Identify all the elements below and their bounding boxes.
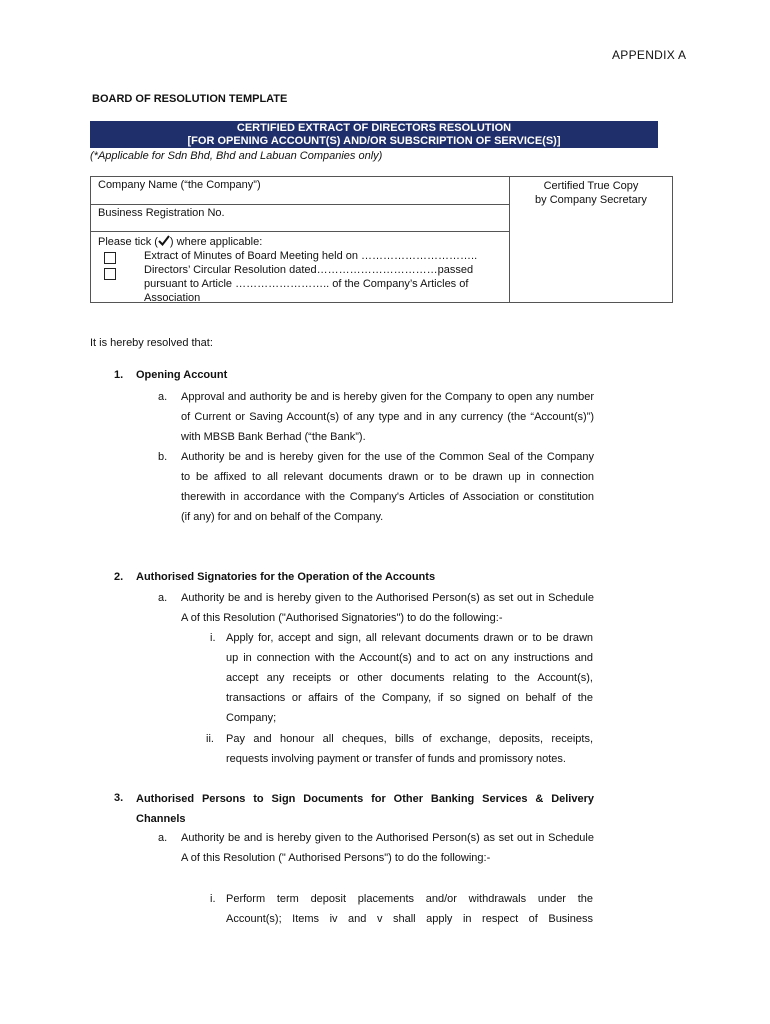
company-details-left-column — [91, 177, 510, 302]
section-3a-label: a. — [158, 832, 168, 844]
section-2a-i-line-3: accept any receipts or other documents relating to the Account(s), — [226, 672, 593, 684]
section-2a-i-line-4: transactions or affairs of the Company, if so signed on behalf of the — [226, 692, 593, 704]
title-banner — [90, 121, 658, 148]
minutes-checkbox[interactable] — [104, 252, 116, 264]
section-2a-line-1: Authority be and is hereby given to the Authorised Person(s) as set out in Schedule — [181, 592, 594, 604]
section-3-title-line-2: Channels — [136, 813, 186, 825]
section-1b-text — [181, 447, 594, 527]
intro-text: It is hereby resolved that: — [90, 337, 213, 349]
section-2a-text — [181, 588, 594, 628]
business-reg-row[interactable] — [91, 204, 509, 232]
section-3a-line-1: Authority be and is hereby given to the Authorised Person(s) as set out in Schedule — [181, 832, 594, 844]
applicability-note: (*Applicable for Sdn Bhd, Bhd and Labuan Companies only) — [90, 150, 383, 162]
section-3-title-line-1: Authorised Persons to Sign Documents for Other Banking Services & Delivery — [136, 793, 594, 805]
banner-line-2: [FOR OPENING ACCOUNT(S) AND/OR SUBSCRIPTION OF SERVICE(S)] — [187, 135, 561, 147]
company-name-row[interactable] — [91, 177, 509, 205]
certified-true-copy-cell[interactable] — [511, 179, 671, 207]
section-1a-text — [181, 387, 594, 447]
section-1a-line-3: with MBSB Bank Berhad (“the Bank”). — [181, 431, 366, 443]
section-1b-label: b. — [158, 451, 168, 463]
section-2a-line-2: A of this Resolution ("Authorised Signatories") to do the following:- — [181, 612, 503, 624]
banner-line-1: CERTIFIED EXTRACT OF DIRECTORS RESOLUTION — [236, 122, 512, 134]
certified-line-2: by Company Secretary — [535, 194, 647, 206]
section-3-title — [136, 789, 594, 829]
option-circular-line-2: pursuant to Article …………………….. of the Company’s Articles of — [144, 278, 469, 290]
section-2a-i-line-2: up in connection with the Account(s) and to act on any instructions and — [226, 652, 593, 664]
section-2a-label: a. — [158, 592, 168, 604]
section-1b-line-1: Authority be and is hereby given for the use of the Common Seal of the Company — [181, 451, 594, 463]
section-1-title: Opening Account — [136, 369, 228, 381]
section-3a-i-line-2: Account(s); Items iv and v shall apply in respect of Business — [226, 913, 593, 925]
section-3a-i-text — [226, 889, 593, 929]
tick-instruction-suffix: ) where applicable: — [169, 236, 263, 248]
section-3a-text — [181, 828, 594, 868]
section-2a-ii-line-2: requests involving payment or transfer of funds and promissory notes. — [226, 753, 566, 765]
section-3a-i-line-1: Perform term deposit placements and/or withdrawals under the — [226, 893, 593, 905]
checkmark-icon — [158, 235, 170, 246]
section-2a-i-line-5: Company; — [226, 712, 277, 724]
section-2a-i-label: i. — [210, 632, 216, 644]
option-circular-text — [144, 263, 489, 305]
section-2-number: 2. — [114, 571, 124, 583]
tick-instruction — [98, 235, 262, 248]
option-minutes-text: Extract of Minutes of Board Meeting held on ………………………….. — [144, 250, 478, 262]
section-3-number: 3. — [114, 792, 124, 804]
section-3a-i-label: i. — [210, 893, 216, 905]
section-1b-line-4: (if any) for and on behalf of the Company. — [181, 511, 384, 523]
section-1b-line-3: therewith in accordance with the Company's Articles of Association or constitution — [181, 491, 594, 503]
section-2-title: Authorised Signatories for the Operation of the Accounts — [136, 571, 436, 583]
company-details-table — [90, 176, 673, 303]
section-1a-line-2: of Current or Saving Account(s) of any type and in any currency (the “Account(s)”) — [181, 411, 594, 423]
tick-instruction-prefix: Please tick ( — [98, 236, 158, 248]
option-circular-line-3: Association — [144, 292, 201, 304]
circular-resolution-checkbox[interactable] — [104, 268, 116, 280]
section-1b-line-2: to be affixed to all relevant documents drawn or to be drawn up in connection — [181, 471, 594, 483]
section-1a-line-1: Approval and authority be and is hereby given for the Company to open any number — [181, 391, 594, 403]
section-2a-i-text — [226, 628, 593, 728]
certified-line-1: Certified True Copy — [543, 180, 639, 192]
section-1-number: 1. — [114, 369, 124, 381]
company-name-label: Company Name (“the Company”) — [98, 179, 261, 191]
section-3a-line-2: A of this Resolution (" Authorised Persons") to do the following:- — [181, 852, 491, 864]
business-reg-label: Business Registration No. — [98, 207, 225, 219]
appendix-label: APPENDIX A — [612, 48, 687, 62]
section-1a-label: a. — [158, 391, 168, 403]
section-2a-ii-label: ii. — [206, 733, 214, 745]
template-title: BOARD OF RESOLUTION TEMPLATE — [92, 93, 288, 105]
option-circular-line-1: Directors’ Circular Resolution dated……………………………passed — [144, 264, 474, 276]
section-2a-i-line-1: Apply for, accept and sign, all relevant documents drawn or to be drawn — [226, 632, 593, 644]
section-2a-ii-text — [226, 729, 593, 769]
section-2a-ii-line-1: Pay and honour all cheques, bills of exchange, deposits, receipts, — [226, 733, 593, 745]
